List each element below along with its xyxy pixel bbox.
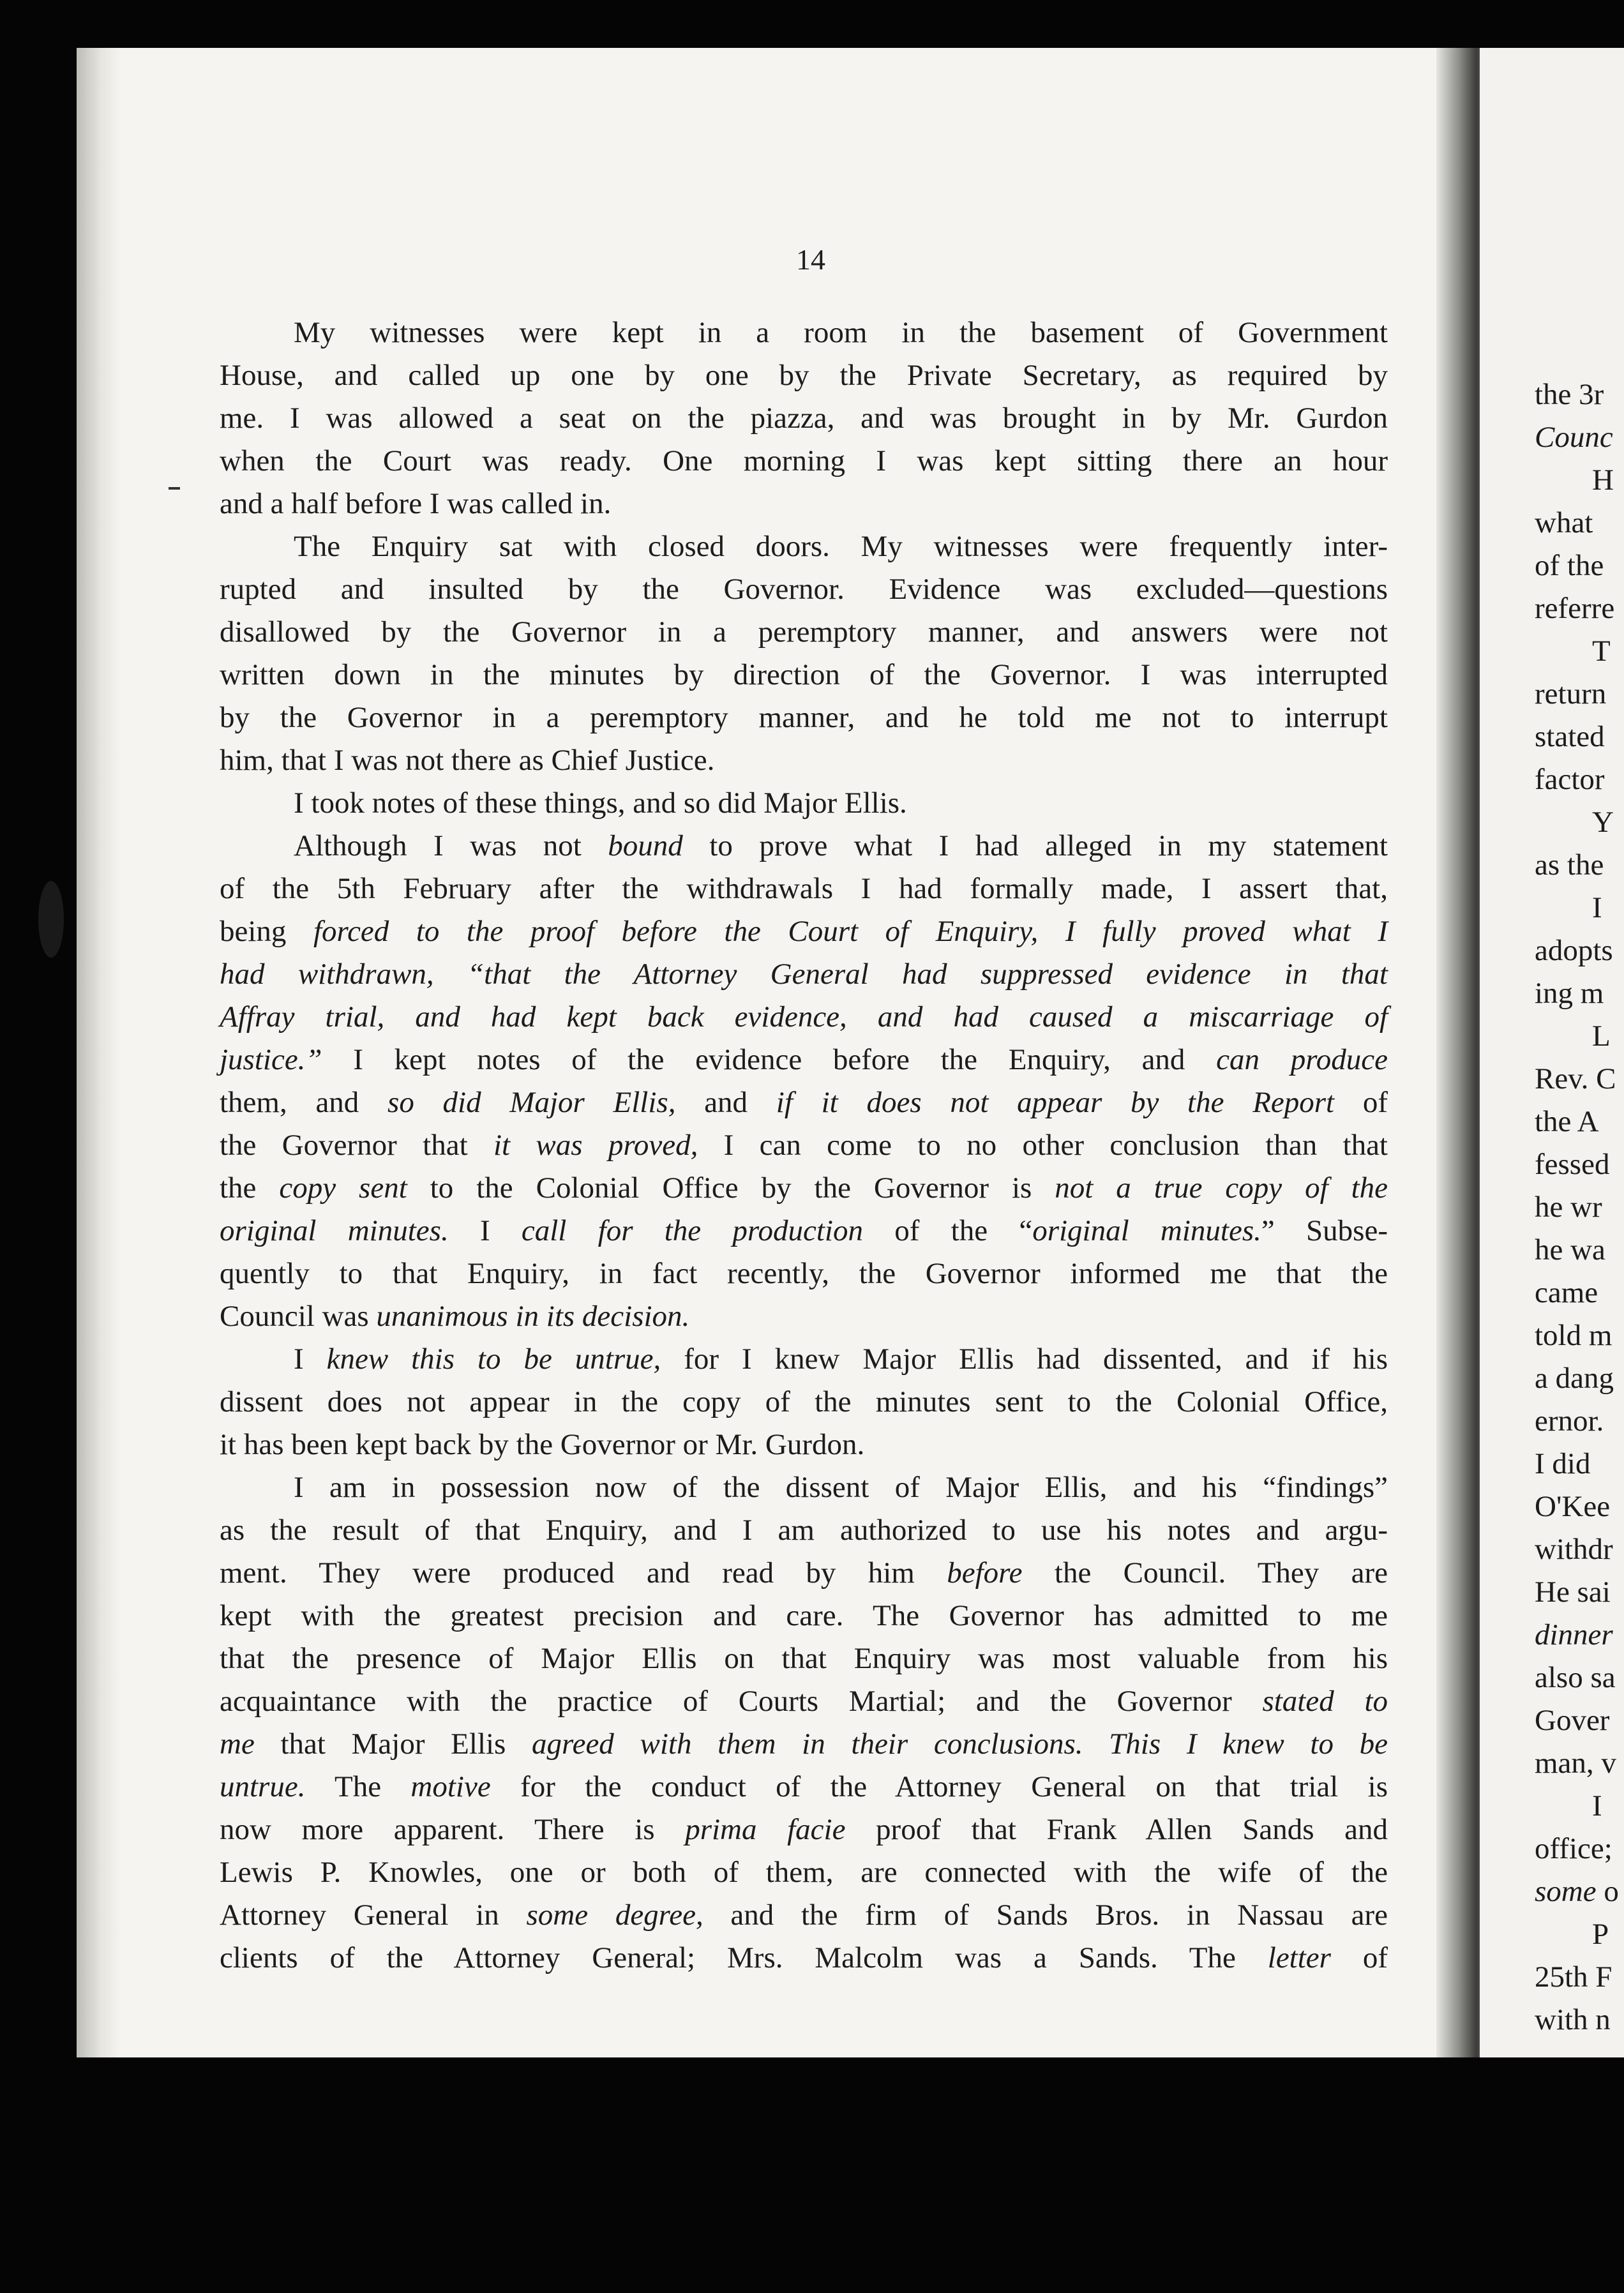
text-line: and a half before I was called in. [220,487,612,520]
right-page-line: factor [1535,763,1605,796]
page-edge-shadow [77,48,121,2057]
text-line: me that Major Ellis agreed with them in their conclusions. This I knew to be [220,1727,1388,1761]
right-page-line: some o [1535,1875,1619,1908]
text-line: kept with the greatest precision and care. The Governor has admitted to me [220,1599,1388,1632]
right-page [1480,48,1624,2057]
right-page-line: man, v [1535,1747,1616,1780]
text-line: quently to that Enquiry, in fact recently, the Governor informed me that the [220,1257,1388,1290]
right-page-line: withdr [1535,1533,1613,1566]
text-line: of the 5th February after the withdrawals I had formally made, I assert that, [220,872,1388,905]
right-page-line: with n [1535,2003,1611,2036]
right-page-line: a dang [1535,1362,1614,1395]
text-line: I took notes of these things, and so did Major Ellis. [294,786,907,820]
right-page-line: he wr [1535,1191,1602,1224]
right-page-line: I did [1535,1447,1591,1480]
text-line: original minutes. I call for the production of the “original minutes.” Subse- [220,1214,1388,1247]
right-page-line: O'Kee [1535,1490,1611,1523]
text-line: that the presence of Major Ellis on that Enquiry was most valuable from his [220,1642,1388,1675]
text-line: Council was unanimous in its decision. [220,1300,690,1333]
right-page-line: also sa [1535,1661,1616,1694]
text-line: now more apparent. There is prima facie proof that Frank Allen Sands and [220,1813,1388,1846]
right-page-line: L [1592,1019,1611,1053]
right-page-line: ing m [1535,977,1604,1010]
text-line: the copy sent to the Colonial Office by the Governor is not a true copy of the [220,1171,1388,1205]
right-page-line: Rev. C [1535,1062,1616,1095]
text-line: I am in possession now of the dissent of Major Ellis, and his “findings” [294,1471,1388,1504]
text-line: by the Governor in a peremptory manner, and he told me not to interrupt [220,701,1388,734]
text-line: them, and so did Major Ellis, and if it does not appear by the Report of [220,1086,1388,1119]
text-line: rupted and insulted by the Governor. Evidence was excluded—questions [220,573,1388,606]
right-page-line: as the [1535,848,1604,882]
text-line: Attorney General in some degree, and the firm of Sands Bros. in Nassau are [220,1898,1388,1932]
right-page-line: what [1535,506,1593,539]
text-line: dissent does not appear in the copy of the minutes sent to the Colonial Office, [220,1385,1388,1418]
right-page-line: Y [1592,806,1614,839]
text-line: the Governor that it was proved, I can come to no other conclusion than that [220,1129,1388,1162]
text-line: him, that I was not there as Chief Justice. [220,744,715,777]
text-line: me. I was allowed a seat on the piazza, and was brought in by Mr. Gurdon [220,402,1388,435]
right-page-line: the A [1535,1105,1599,1138]
right-page-line: told m [1535,1319,1613,1352]
page-body-text [220,312,1388,1980]
right-page-line: Gover [1535,1704,1610,1737]
right-page-line: H [1592,463,1614,497]
right-page-line: ernor. [1535,1404,1604,1438]
text-line: House, and called up one by one by the Private Secretary, as required by [220,359,1388,392]
text-line: it has been kept back by the Governor or Mr. Gurdon. [220,1428,865,1461]
right-page-line: fessed [1535,1148,1610,1181]
right-page-line: came [1535,1276,1598,1309]
text-line: ment. They were produced and read by him before the Council. They are [220,1556,1388,1590]
text-line: when the Court was ready. One morning I was kept sitting there an hour [220,444,1388,477]
right-page-line: the 3r [1535,378,1604,411]
page-number: 14 [796,243,825,276]
text-line: My witnesses were kept in a room in the basement of Government [294,316,1388,349]
text-line: Lewis P. Knowles, one or both of them, are connected with the wife of the [220,1856,1388,1889]
text-line: Affray trial, and had kept back evidence, and had caused a miscarriage of [220,1000,1388,1034]
right-page-line: adopts [1535,934,1613,967]
right-page-line: He sai [1535,1575,1611,1609]
right-page-line: Counc [1535,421,1613,454]
text-line: justice.” I kept notes of the evidence before the Enquiry, and can produce [220,1043,1388,1076]
right-page-line: 25th F [1535,1960,1613,1994]
right-page-line: return [1535,677,1607,710]
right-page-line: T [1592,635,1611,668]
text-line: being forced to the proof before the Court of Enquiry, I fully proved what I [220,915,1388,948]
text-line: untrue. The motive for the conduct of the Attorney General on that trial is [220,1770,1388,1803]
text-line: written down in the minutes by direction of the Governor. I was interrupted [220,658,1388,691]
text-line: I knew this to be untrue, for I knew Major Ellis had dissented, and if his [294,1342,1388,1376]
right-page-line: P [1592,1918,1609,1951]
right-page-line: I [1592,891,1602,924]
text-line: Although I was not bound to prove what I had alleged in my statement [294,829,1388,862]
text-line: The Enquiry sat with closed doors. My witnesses were frequently inter- [294,530,1388,563]
text-line: disallowed by the Governor in a peremptory manner, and answers were not [220,615,1388,649]
scan-smudge [38,881,64,958]
text-line: acquaintance with the practice of Courts Martial; and the Governor stated to [220,1685,1388,1718]
right-page-line: office; [1535,1832,1613,1865]
right-page-text [1535,373,1624,2041]
right-page-line: he wa [1535,1233,1605,1267]
text-line: had withdrawn, “that the Attorney General had suppressed evidence in that [220,958,1388,991]
right-page-line: dinner [1535,1618,1613,1651]
text-line: as the result of that Enquiry, and I am authorized to use his notes and argu- [220,1514,1388,1547]
right-page-line: of the [1535,549,1604,582]
right-page-line: referre [1535,592,1615,625]
right-page-line: stated [1535,720,1605,753]
text-line: clients of the Attorney General; Mrs. Malcolm was a Sands. The letter of [220,1941,1388,1974]
margin-mark [169,487,180,490]
right-page-line: I [1592,1789,1602,1823]
